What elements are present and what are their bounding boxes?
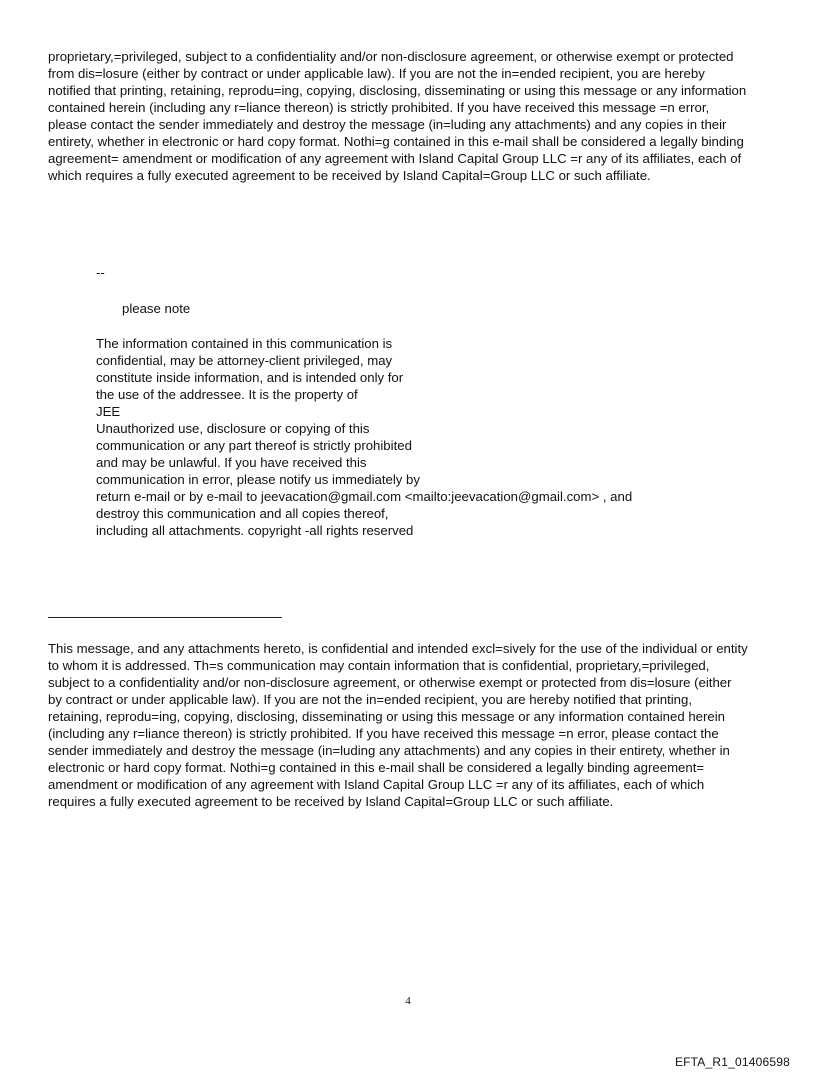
bottom-disclaimer-line: sender immediately and destroy the message (in=luding any attachments) and any copies in their entirety, whether in bbox=[48, 743, 730, 758]
bottom-disclaimer-line: to whom it is addressed. Th=s communication may contain information that is confidential, proprietary,=privileged, bbox=[48, 658, 710, 673]
top-disclaimer-line: contained herein (including any r=liance thereon) is strictly prohibited. If you have received this message =n error, bbox=[48, 100, 710, 115]
top-disclaimer-line: notified that printing, retaining, reprodu=ing, copying, disclosing, disseminating or using this message or any information bbox=[48, 83, 747, 98]
signature-line: confidential, may be attorney-client privileged, may bbox=[96, 353, 393, 368]
signature-line: communication or any part thereof is strictly prohibited bbox=[96, 438, 412, 453]
signature-separator: -- bbox=[96, 265, 105, 280]
signature-line: the use of the addressee. It is the property of bbox=[96, 387, 358, 402]
bottom-disclaimer-line: retaining, reprodu=ing, copying, disclosing, disseminating or using this message or any information contained herein bbox=[48, 709, 725, 724]
signature-line: destroy this communication and all copies thereof, bbox=[96, 506, 389, 521]
bottom-disclaimer-line: electronic or hard copy format. Nothi=g contained in this e-mail shall be considered a legally binding agreement= bbox=[48, 760, 705, 775]
page-number: 4 bbox=[405, 995, 411, 1007]
top-disclaimer-line: agreement= amendment or modification of any agreement with Island Capital Group LLC =r any of its affiliates, each of bbox=[48, 151, 742, 166]
top-disclaimer-line: please contact the sender immediately and destroy the message (in=luding any attachments) and any copies in their bbox=[48, 117, 727, 132]
top-disclaimer-line: from dis=losure (either by contract or under applicable law). If you are not the in=ended recipient, you are hereby bbox=[48, 66, 705, 81]
bottom-disclaimer-line: This message, and any attachments hereto, is confidential and intended excl=sively for the use of the individual or entity bbox=[48, 641, 748, 656]
bates-number: EFTA_R1_01406598 bbox=[674, 1055, 790, 1069]
signature-note: please note bbox=[122, 301, 191, 316]
signature-line: Unauthorized use, disclosure or copying of this bbox=[96, 421, 370, 436]
bottom-disclaimer-line: by contract or under applicable law). If you are not the in=ended recipient, you are hereby notified that printing, bbox=[48, 692, 693, 707]
horizontal-rule bbox=[48, 617, 282, 618]
signature-line: The information contained in this communication is bbox=[96, 336, 393, 351]
signature-line: and may be unlawful. If you have received this bbox=[96, 455, 367, 470]
signature-line: JEE bbox=[96, 404, 121, 419]
bottom-disclaimer-line: subject to a confidentiality and/or non-disclosure agreement, or otherwise exempt or protected from dis=losure (either bbox=[48, 675, 732, 690]
bottom-disclaimer-line: (including any r=liance thereon) is strictly prohibited. If you have received this message =n error, please contact the bbox=[48, 726, 719, 741]
signature-line: constitute inside information, and is intended only for bbox=[96, 370, 404, 385]
signature-line: communication in error, please notify us immediately by bbox=[96, 472, 420, 487]
bottom-disclaimer-line: amendment or modification of any agreement with Island Capital Group LLC =r any of its affiliates, each of which bbox=[48, 777, 705, 792]
top-disclaimer-line: entirety, whether in electronic or hard copy format. Nothi=g contained in this e-mail shall be considered a legally binding bbox=[48, 134, 744, 149]
signature-line: return e-mail or by e-mail to jeevacation@gmail.com <mailto:jeevacation@gmail.com> , and bbox=[96, 489, 633, 504]
top-disclaimer-line: which requires a fully executed agreement to be received by Island Capital=Group LLC or such affiliate. bbox=[48, 168, 651, 183]
bottom-disclaimer-line: requires a fully executed agreement to be received by Island Capital=Group LLC or such affiliate. bbox=[48, 794, 614, 809]
signature-line: including all attachments. copyright -all rights reserved bbox=[96, 523, 414, 538]
top-disclaimer-line: proprietary,=privileged, subject to a confidentiality and/or non-disclosure agreement, or otherwise exempt or protected bbox=[48, 49, 734, 64]
